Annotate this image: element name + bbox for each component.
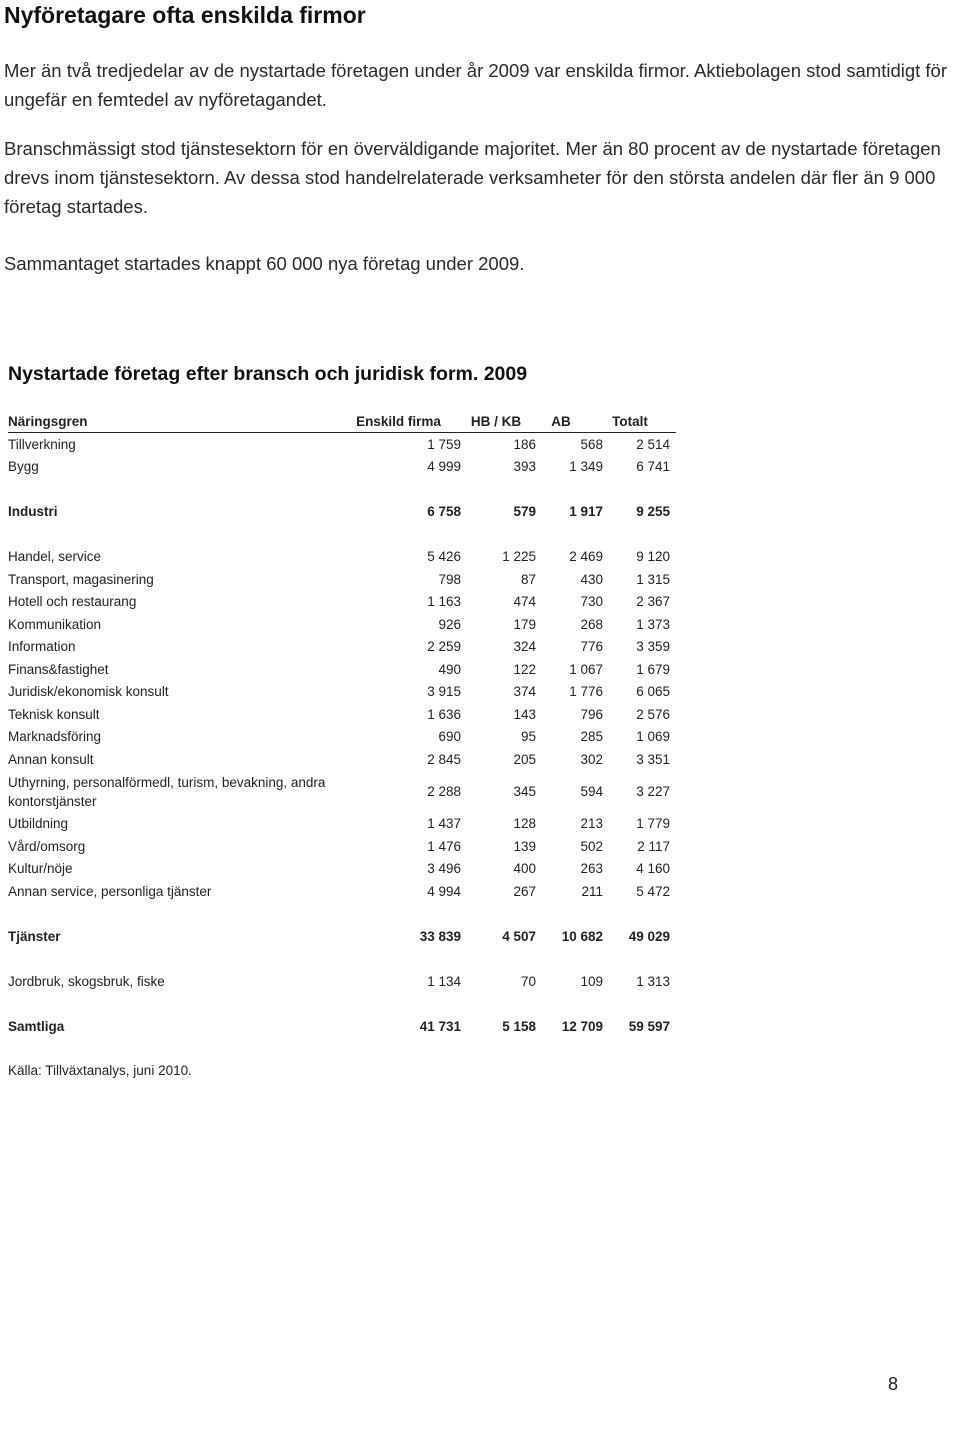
cell-hb-kb: 267 <box>513 883 536 899</box>
cell-ab: 12 709 <box>561 1018 603 1034</box>
cell-totalt: 2 117 <box>637 838 670 854</box>
cell-enskild-firma: 2 288 <box>427 784 461 799</box>
cell-ab: 430 <box>580 571 603 587</box>
column-header-naringsgren: Näringsgren <box>8 413 88 429</box>
table-row <box>8 591 676 614</box>
row-label: Information <box>8 639 76 655</box>
cell-totalt: 2 367 <box>636 594 670 610</box>
row-label: Teknisk konsult <box>8 706 100 722</box>
cell-totalt: 1 069 <box>636 729 670 745</box>
cell-ab: 213 <box>580 816 603 832</box>
cell-enskild-firma: 2 259 <box>427 639 461 655</box>
cell-hb-kb: 205 <box>513 751 536 767</box>
row-spacer <box>8 478 676 501</box>
cell-totalt: 2 576 <box>636 706 670 722</box>
column-header-enskild-firma: Enskild firma <box>356 413 441 429</box>
table-row <box>8 703 676 726</box>
cell-hb-kb: 400 <box>513 861 536 877</box>
cell-totalt: 59 597 <box>628 1018 670 1034</box>
table-row <box>8 835 676 858</box>
cell-totalt: 5 472 <box>636 883 670 899</box>
cell-ab: 1 776 <box>569 684 603 700</box>
sector-paragraph: Branschmässigt stod tjänstesektorn för en överväldigande majoritet. Mer än 80 procent av de nystartade företagen drevs inom tjänstesektorn. Av dessa stod handelrelaterade verksamheter för den största andelen där fler än 9 000 företag startades. <box>4 138 941 217</box>
table-body <box>8 433 676 1038</box>
cell-hb-kb: 128 <box>513 816 536 832</box>
table-row <box>8 546 676 569</box>
cell-enskild-firma: 690 <box>438 729 461 745</box>
table-row <box>8 456 676 479</box>
cell-ab: 10 682 <box>561 928 603 944</box>
cell-ab: 1 349 <box>569 459 603 475</box>
cell-enskild-firma: 4 999 <box>427 459 461 475</box>
table-row <box>8 858 676 881</box>
cell-ab: 211 <box>581 883 603 899</box>
row-spacer <box>8 993 676 1016</box>
table-title: Nystartade företag efter bransch och juridisk form. 2009 <box>8 363 528 385</box>
table-row <box>8 636 676 659</box>
cell-ab: 502 <box>580 838 603 854</box>
cell-hb-kb: 1 225 <box>502 549 536 565</box>
table-row <box>8 433 676 456</box>
cell-totalt: 9 255 <box>636 504 670 520</box>
cell-enskild-firma: 1 759 <box>427 436 461 452</box>
row-label: Kommunikation <box>8 616 102 632</box>
row-label: Utbildning <box>8 816 69 832</box>
cell-hb-kb: 143 <box>513 706 536 722</box>
cell-enskild-firma: 2 845 <box>427 751 461 767</box>
cell-hb-kb: 95 <box>520 729 536 745</box>
table-row <box>8 748 676 771</box>
row-label: Marknadsföring <box>8 729 102 745</box>
row-spacer <box>8 948 676 971</box>
table-row <box>8 613 676 636</box>
cell-enskild-firma: 1 476 <box>427 838 461 854</box>
cell-totalt: 3 359 <box>636 639 670 655</box>
table-total-row <box>8 501 676 524</box>
column-header-totalt: Totalt <box>612 413 648 429</box>
table-row <box>8 880 676 903</box>
intro-paragraph: Mer än två tredjedelar av de nystartade företagen under år 2009 var enskilda firmor. Aktiebolagen stod samtidigt för ungefär en femtedel av nyföretagandet. <box>4 60 948 110</box>
cell-totalt: 1 373 <box>636 616 670 632</box>
cell-ab: 1 067 <box>569 661 603 677</box>
row-label: Industri <box>8 504 58 520</box>
cell-totalt: 6 741 <box>636 459 670 475</box>
cell-enskild-firma: 4 994 <box>427 883 461 899</box>
row-label: Annan konsult <box>8 751 94 767</box>
cell-ab: 263 <box>580 861 603 877</box>
cell-hb-kb: 474 <box>513 594 536 610</box>
cell-ab: 568 <box>580 436 603 452</box>
cell-hb-kb: 4 507 <box>502 928 536 944</box>
cell-hb-kb: 579 <box>513 504 536 520</box>
cell-hb-kb: 393 <box>513 459 536 475</box>
cell-hb-kb: 324 <box>513 639 536 655</box>
cell-hb-kb: 186 <box>513 436 536 452</box>
new-companies-table <box>8 410 676 1038</box>
row-label: Finans&fastighet <box>8 661 109 677</box>
table-row <box>8 813 676 836</box>
row-spacer <box>8 523 676 546</box>
row-spacer <box>8 903 676 926</box>
cell-ab: 285 <box>580 729 603 745</box>
table-row <box>8 970 676 993</box>
table-row <box>8 681 676 704</box>
page-number: 8 <box>887 1374 898 1394</box>
cell-hb-kb: 70 <box>520 973 536 989</box>
cell-hb-kb: 345 <box>513 784 536 799</box>
cell-ab: 302 <box>580 751 603 767</box>
cell-enskild-firma: 1 163 <box>427 594 461 610</box>
column-header-ab: AB <box>551 413 571 429</box>
cell-totalt: 6 065 <box>636 684 670 700</box>
cell-ab: 776 <box>580 639 603 655</box>
cell-enskild-firma: 6 758 <box>427 504 461 520</box>
cell-totalt: 4 160 <box>636 861 670 877</box>
cell-totalt: 1 313 <box>636 973 670 989</box>
cell-totalt: 49 029 <box>628 928 670 944</box>
cell-ab: 730 <box>580 594 603 610</box>
cell-totalt: 9 120 <box>636 549 670 565</box>
summary-paragraph: Sammantaget startades knappt 60 000 nya företag under 2009. <box>4 253 525 274</box>
cell-ab: 796 <box>580 706 603 722</box>
column-header-hb-kb: HB / KB <box>470 413 522 429</box>
cell-hb-kb: 179 <box>513 616 536 632</box>
table-row <box>8 726 676 749</box>
row-label: Tjänster <box>8 928 61 944</box>
row-label: Vård/omsorg <box>8 838 86 854</box>
cell-enskild-firma: 1 134 <box>427 973 461 989</box>
cell-hb-kb: 122 <box>513 661 536 677</box>
row-label: Kultur/nöje <box>8 861 73 877</box>
cell-totalt: 2 514 <box>636 436 670 452</box>
table-row <box>8 658 676 681</box>
table-total-row <box>8 925 676 948</box>
cell-ab: 594 <box>580 784 603 799</box>
row-label: Handel, service <box>8 549 102 565</box>
row-label: Jordbruk, skogsbruk, fiske <box>8 973 165 989</box>
row-label: Juridisk/ekonomisk konsult <box>8 684 169 700</box>
cell-totalt: 1 679 <box>636 661 670 677</box>
source-note: Källa: Tillväxtanalys, juni 2010. <box>8 1063 192 1078</box>
cell-ab: 109 <box>580 973 603 989</box>
table-total-row <box>8 1015 676 1038</box>
cell-enskild-firma: 5 426 <box>427 549 461 565</box>
row-label: Bygg <box>8 459 39 475</box>
row-label: Samtliga <box>8 1018 65 1034</box>
cell-enskild-firma: 33 839 <box>419 928 461 944</box>
cell-hb-kb: 374 <box>513 684 536 700</box>
cell-hb-kb: 5 158 <box>502 1018 536 1034</box>
cell-enskild-firma: 41 731 <box>419 1018 461 1034</box>
table-header-row <box>8 410 676 433</box>
table-row <box>8 568 676 591</box>
row-label: Annan service, personliga tjänster <box>8 883 212 899</box>
cell-enskild-firma: 3 496 <box>427 861 461 877</box>
row-label: Hotell och restaurang <box>8 594 137 610</box>
cell-enskild-firma: 3 915 <box>427 684 461 700</box>
cell-enskild-firma: 926 <box>438 616 461 632</box>
cell-ab: 1 917 <box>569 504 603 520</box>
cell-totalt: 1 779 <box>636 816 670 832</box>
cell-hb-kb: 139 <box>513 838 536 854</box>
row-label: Uthyrning, personalförmedl, turism, bevakning, andra kontorstjänster <box>8 774 326 809</box>
cell-totalt: 3 351 <box>636 751 670 767</box>
cell-enskild-firma: 798 <box>438 571 461 587</box>
cell-ab: 268 <box>580 616 603 632</box>
page-title: Nyföretagare ofta enskilda firmor <box>4 2 366 28</box>
cell-enskild-firma: 490 <box>438 661 461 677</box>
cell-enskild-firma: 1 437 <box>427 816 461 832</box>
cell-ab: 2 469 <box>569 549 603 565</box>
cell-totalt: 1 315 <box>636 571 670 587</box>
row-label: Tillverkning <box>8 436 76 452</box>
cell-hb-kb: 87 <box>520 571 536 587</box>
cell-totalt: 3 227 <box>636 784 670 799</box>
row-label: Transport, magasinering <box>8 571 154 587</box>
cell-enskild-firma: 1 636 <box>427 706 461 722</box>
table-row <box>8 771 676 813</box>
